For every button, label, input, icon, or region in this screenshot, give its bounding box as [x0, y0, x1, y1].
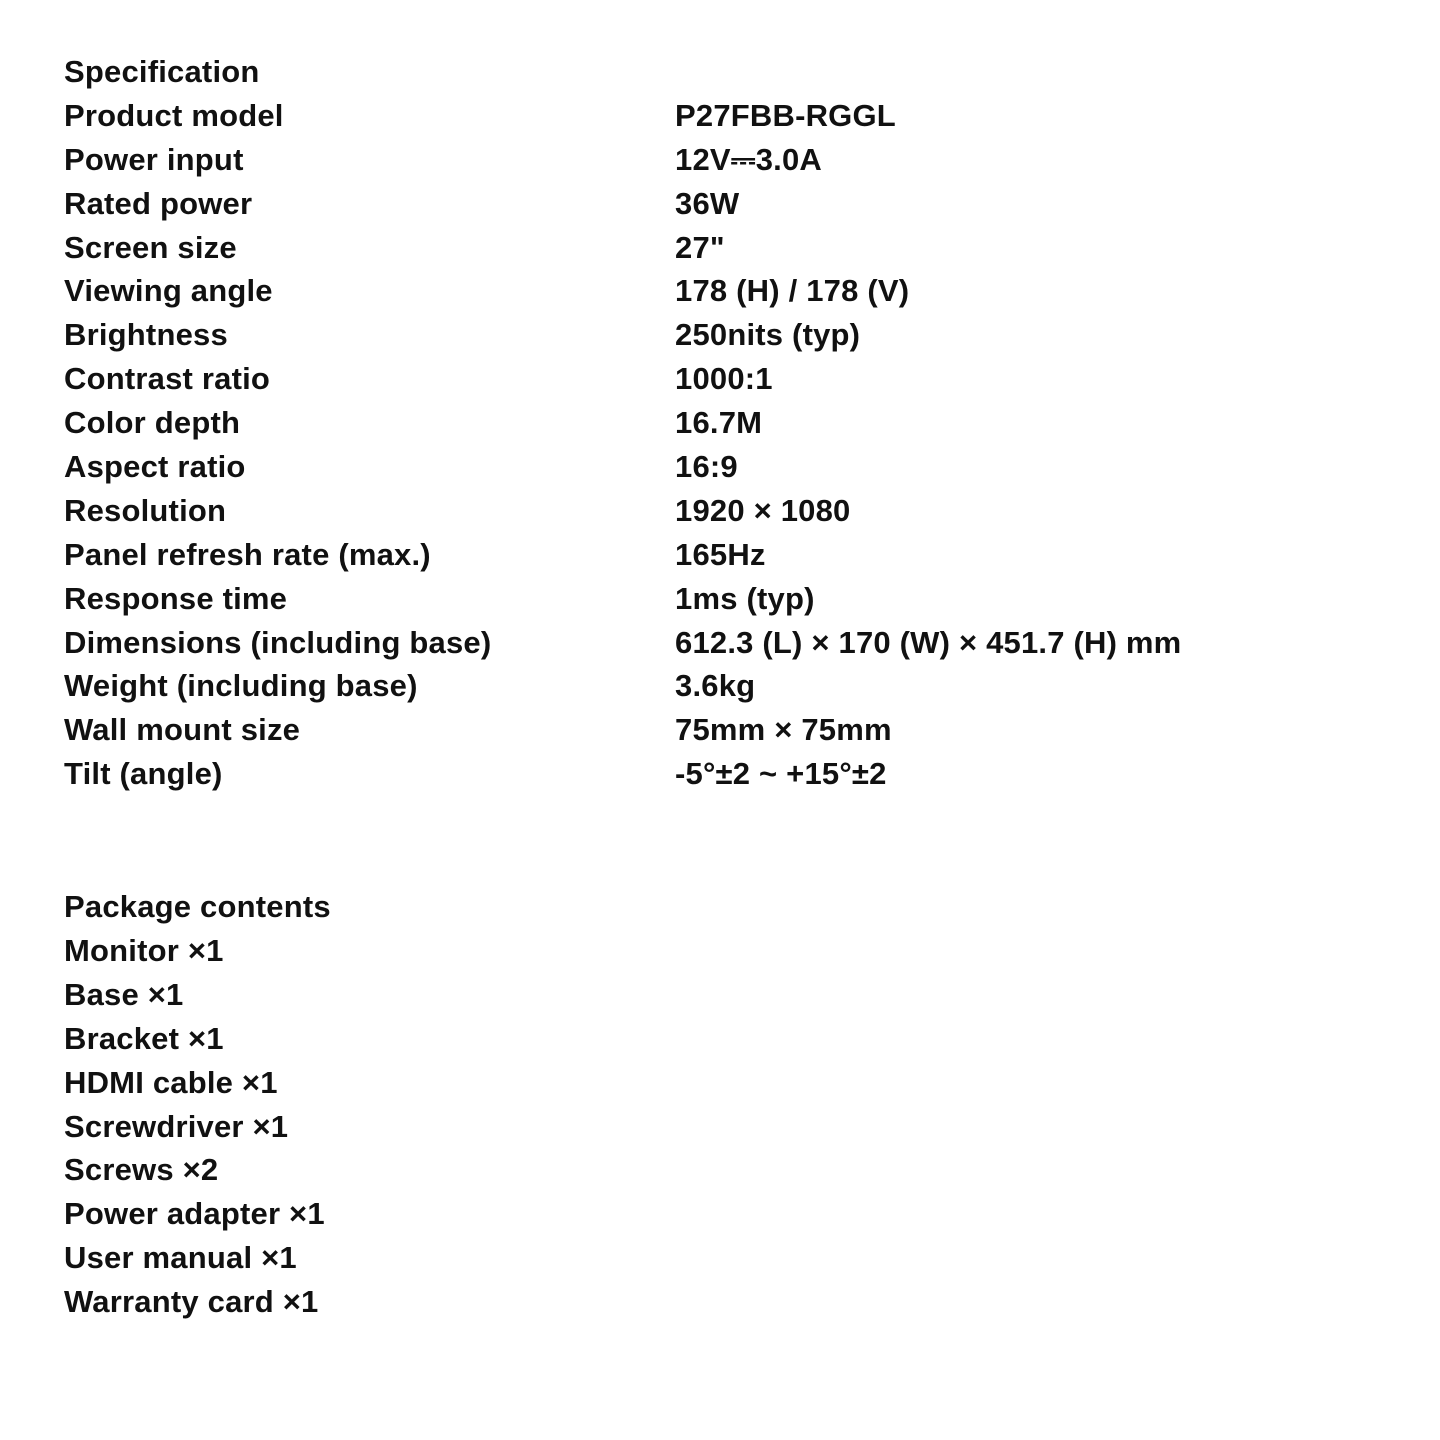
- spec-row: [64, 664, 1394, 708]
- list-item: Power adapter ×1: [64, 1196, 325, 1232]
- spec-value: 16:9: [675, 449, 738, 485]
- spec-row: [64, 533, 1394, 577]
- list-item: Screws ×2: [64, 1152, 219, 1188]
- spec-row: [64, 313, 1394, 357]
- list-item: Screwdriver ×1: [64, 1108, 289, 1144]
- list-item: Bracket ×1: [64, 1020, 224, 1056]
- spec-row: [64, 708, 1394, 752]
- spec-row: [64, 269, 1394, 313]
- spec-row: [64, 489, 1394, 533]
- specification-heading: Specification: [64, 54, 260, 89]
- spec-row: [64, 577, 1394, 621]
- spec-label: Contrast ratio: [64, 361, 271, 397]
- spec-row: [64, 621, 1394, 665]
- list-item: Warranty card ×1: [64, 1284, 319, 1320]
- list-item: Base ×1: [64, 976, 184, 1012]
- spec-value: 250nits (typ): [675, 317, 861, 353]
- spec-row: [64, 357, 1394, 401]
- spec-label: Resolution: [64, 492, 227, 528]
- spec-label: Viewing angle: [64, 273, 273, 309]
- specification-section: [64, 50, 1394, 796]
- spec-row: [64, 752, 1394, 796]
- spec-row: [64, 138, 1394, 182]
- spec-label: Response time: [64, 580, 288, 616]
- list-item: HDMI cable ×1: [64, 1064, 278, 1100]
- spec-value: 1ms (typ): [675, 580, 815, 616]
- spec-value: 16.7M: [675, 405, 763, 441]
- package-contents-heading: Package contents: [64, 889, 331, 925]
- spec-label: Wall mount size: [64, 712, 301, 748]
- spec-label: Aspect ratio: [64, 449, 246, 485]
- spec-row: [64, 445, 1394, 489]
- spec-label: Product model: [64, 97, 284, 133]
- package-contents-section: [64, 885, 1394, 1324]
- spec-row: [64, 401, 1394, 445]
- list-item: Monitor ×1: [64, 933, 224, 969]
- spec-label: Panel refresh rate (max.): [64, 536, 431, 572]
- spec-value: -5°±2 ~ +15°±2: [675, 756, 887, 792]
- spec-value: 612.3 (L) × 170 (W) × 451.7 (H) mm: [675, 624, 1182, 660]
- spec-value: 178 (H) / 178 (V): [675, 273, 910, 309]
- spec-row: [64, 226, 1394, 270]
- spec-value: 1920 × 1080: [675, 492, 851, 528]
- spec-label: Color depth: [64, 405, 241, 441]
- spec-label: Power input: [64, 141, 244, 177]
- spec-value: 165Hz: [675, 536, 766, 572]
- spec-label: Screen size: [64, 229, 237, 265]
- package-contents-list: [64, 929, 1394, 1324]
- spec-value: P27FBB-RGGL: [675, 97, 896, 133]
- list-item: User manual ×1: [64, 1240, 297, 1276]
- spec-row: [64, 94, 1394, 138]
- spec-label: Brightness: [64, 317, 228, 353]
- spec-value: 3.6kg: [675, 668, 756, 704]
- spec-value: 12V⎓3.0A: [675, 141, 822, 177]
- spec-label: Rated power: [64, 185, 253, 221]
- specification-table: [64, 94, 1394, 796]
- document: [64, 50, 1394, 1324]
- spec-label: Tilt (angle): [64, 756, 223, 792]
- section-spacer: [64, 796, 1394, 885]
- spec-value: 1000:1: [675, 361, 773, 397]
- spec-label: Weight (including base): [64, 668, 418, 704]
- spec-value: 36W: [675, 185, 740, 221]
- spec-value: 27": [675, 229, 725, 265]
- spec-row: [64, 182, 1394, 226]
- spec-value: 75mm × 75mm: [675, 712, 892, 748]
- spec-label: Dimensions (including base): [64, 624, 492, 660]
